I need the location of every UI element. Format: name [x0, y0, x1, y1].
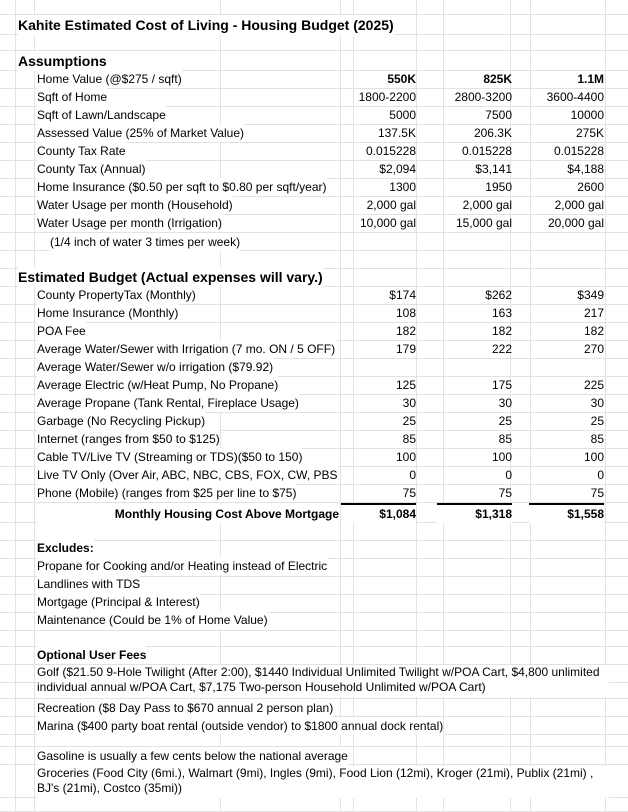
assumption-value-825k: 2800-3200	[454, 90, 512, 104]
budget-label: POA Fee	[37, 324, 86, 338]
grid-line	[15, 0, 16, 811]
budget-value-1-1m: 270	[583, 342, 604, 356]
grid-line	[0, 540, 628, 541]
assumption-value-1-1m: 20,000 gal	[547, 216, 604, 230]
assumption-label: Home Insurance ($0.50 per sqft to $0.80 per sqft/year)	[37, 180, 327, 194]
assumption-value-1-1m: 1.1M	[577, 72, 604, 86]
grid-line	[0, 630, 628, 631]
assumption-label: Sqft of Lawn/Landscape	[37, 108, 166, 122]
excludes-heading: Excludes:	[37, 541, 94, 555]
budget-value-1-1m: 217	[583, 306, 604, 320]
assumption-value-550k: 1300	[389, 180, 416, 194]
budget-value-825k: $262	[485, 288, 512, 302]
budget-heading: Estimated Budget (Actual expenses will vary.)	[18, 269, 323, 285]
assumption-value-550k: 0.015228	[365, 144, 416, 158]
assumption-label: Water Usage per month (Household)	[37, 198, 233, 212]
assumptions-heading: Assumptions	[18, 53, 107, 69]
assumption-value-1-1m: 275K	[575, 126, 604, 140]
groceries-note: Groceries (Food City (6mi.), Walmart (9mi), Ingles (9mi), Food Lion (12mi), Kroger (21mi), Publix (21mi) , BJ's (21mi), Costco (35mi))	[37, 766, 609, 798]
budget-value-1-1m: 30	[590, 396, 604, 410]
assumption-label: County Tax Rate	[37, 144, 126, 158]
budget-value-825k: 85	[498, 432, 512, 446]
budget-value-550k: 75	[402, 486, 416, 500]
budget-value-825k: 30	[498, 396, 512, 410]
assumption-value-825k: 1950	[485, 180, 512, 194]
budget-label: Average Water/Sewer w/o irrigation ($79.92)	[37, 360, 274, 374]
gasoline-note: Gasoline is usually a few cents below the national average	[37, 749, 348, 763]
budget-value-550k: 179	[395, 342, 416, 356]
budget-value-825k: 182	[491, 324, 512, 338]
budget-value-1-1m	[529, 358, 604, 376]
assumption-value-550k: 137.5K	[377, 126, 416, 140]
budget-value-550k: $174	[389, 288, 416, 302]
budget-value-825k: 25	[498, 414, 512, 428]
total-label: Monthly Housing Cost Above Mortgage	[37, 505, 339, 523]
assumption-value-1-1m: $4,188	[567, 162, 604, 176]
budget-value-550k: 0	[409, 468, 416, 482]
budget-label: Cable TV/Live TV (Streaming or TDS)($50 to 150)	[37, 450, 303, 464]
assumption-value-1-1m: 2600	[577, 180, 604, 194]
budget-label: Live TV Only (Over Air, ABC, NBC, CBS, FOX, CW, PBS	[37, 468, 338, 482]
budget-value-550k: 25	[402, 414, 416, 428]
excludes-item: Mortgage (Principal & Interest)	[37, 595, 200, 609]
assumption-value-825k: $3,141	[475, 162, 512, 176]
budget-label: Average Propane (Tank Rental, Fireplace Usage)	[37, 396, 299, 410]
assumption-value-550k: $2,094	[379, 162, 416, 176]
total-value-550k: $1,084	[341, 503, 416, 523]
assumption-label: Assessed Value (25% of Market Value)	[37, 126, 244, 140]
golf-fees: Golf ($21.50 9-Hole Twilight (After 2:00), $1440 Individual Unlimited Twilight w/POA Cart, $4,800 unlimited individual annual w/POA Cart, $7,175 Two-person Household Unlimited w/POA Cart)	[37, 665, 609, 697]
assumption-value-825k: 7500	[485, 108, 512, 122]
excludes-item: Landlines with TDS	[37, 577, 141, 591]
budget-value-1-1m: 25	[590, 414, 604, 428]
budget-value-550k: 182	[395, 324, 416, 338]
budget-value-550k: 108	[395, 306, 416, 320]
irrigation-note: (1/4 inch of water 3 times per week)	[50, 235, 241, 249]
assumption-value-550k: 5000	[389, 108, 416, 122]
budget-value-1-1m: 100	[583, 450, 604, 464]
total-value-1-1m: $1,558	[529, 503, 604, 523]
grid-line	[34, 0, 35, 811]
budget-label: Average Electric (w/Heat Pump, No Propane)	[37, 378, 279, 392]
budget-label: Phone (Mobile) (ranges from $25 per line to $75)	[37, 486, 297, 500]
budget-value-550k: 30	[402, 396, 416, 410]
assumption-label: Water Usage per month (Irrigation)	[37, 216, 222, 230]
recreation-fees: Recreation ($8 Day Pass to $670 annual 2 person plan)	[37, 701, 334, 715]
budget-value-1-1m: 225	[583, 378, 604, 392]
budget-value-825k: 222	[491, 342, 512, 356]
assumption-value-825k: 0.015228	[461, 144, 512, 158]
budget-value-825k: 100	[491, 450, 512, 464]
assumption-label: County Tax (Annual)	[37, 162, 146, 176]
budget-value-825k: 75	[498, 486, 512, 500]
marina-fees: Marina ($400 party boat rental (outside vendor) to $1800 annual dock rental)	[37, 719, 444, 733]
assumption-value-825k: 2,000 gal	[462, 198, 512, 212]
budget-value-550k	[341, 358, 416, 376]
budget-label: Average Water/Sewer with Irrigation (7 mo. ON / 5 OFF)	[37, 342, 336, 356]
budget-value-1-1m: 182	[583, 324, 604, 338]
budget-value-1-1m: 0	[597, 468, 604, 482]
total-value-825k: $1,318	[437, 503, 512, 523]
budget-value-1-1m: 75	[590, 486, 604, 500]
budget-label: County PropertyTax (Monthly)	[37, 288, 196, 302]
assumption-value-550k: 10,000 gal	[359, 216, 416, 230]
budget-label: Garbage (No Recycling Pickup)	[37, 414, 206, 428]
optional-fees-heading: Optional User Fees	[37, 648, 147, 662]
excludes-item: Propane for Cooking and/or Heating instead of Electric	[37, 559, 328, 573]
page-title: Kahite Estimated Cost of Living - Housing Budget (2025)	[18, 17, 394, 33]
assumption-value-1-1m: 0.015228	[553, 144, 604, 158]
budget-value-825k: 0	[505, 468, 512, 482]
assumption-value-1-1m: 3600-4400	[546, 90, 604, 104]
budget-value-1-1m: $349	[577, 288, 604, 302]
assumption-value-825k: 206.3K	[473, 126, 512, 140]
assumption-value-1-1m: 2,000 gal	[554, 198, 604, 212]
assumption-value-825k: 15,000 gal	[455, 216, 512, 230]
assumption-value-1-1m: 10000	[570, 108, 604, 122]
budget-value-550k: 85	[402, 432, 416, 446]
budget-value-825k: 175	[491, 378, 512, 392]
budget-value-825k: 163	[491, 306, 512, 320]
budget-value-1-1m: 85	[590, 432, 604, 446]
budget-value-550k: 125	[395, 378, 416, 392]
assumption-value-550k: 2,000 gal	[366, 198, 416, 212]
assumption-label: Sqft of Home	[37, 90, 108, 104]
assumption-label: Home Value (@$275 / sqft)	[37, 72, 182, 86]
assumption-value-825k: 825K	[483, 72, 512, 86]
budget-label: Internet (ranges from $50 to $125)	[37, 432, 220, 446]
budget-value-825k	[437, 358, 512, 376]
assumption-value-550k: 550K	[387, 72, 416, 86]
budget-label: Home Insurance (Monthly)	[37, 306, 179, 320]
budget-value-550k: 100	[395, 450, 416, 464]
excludes-item: Maintenance (Could be 1% of Home Value)	[37, 613, 268, 627]
assumption-value-550k: 1800-2200	[358, 90, 416, 104]
